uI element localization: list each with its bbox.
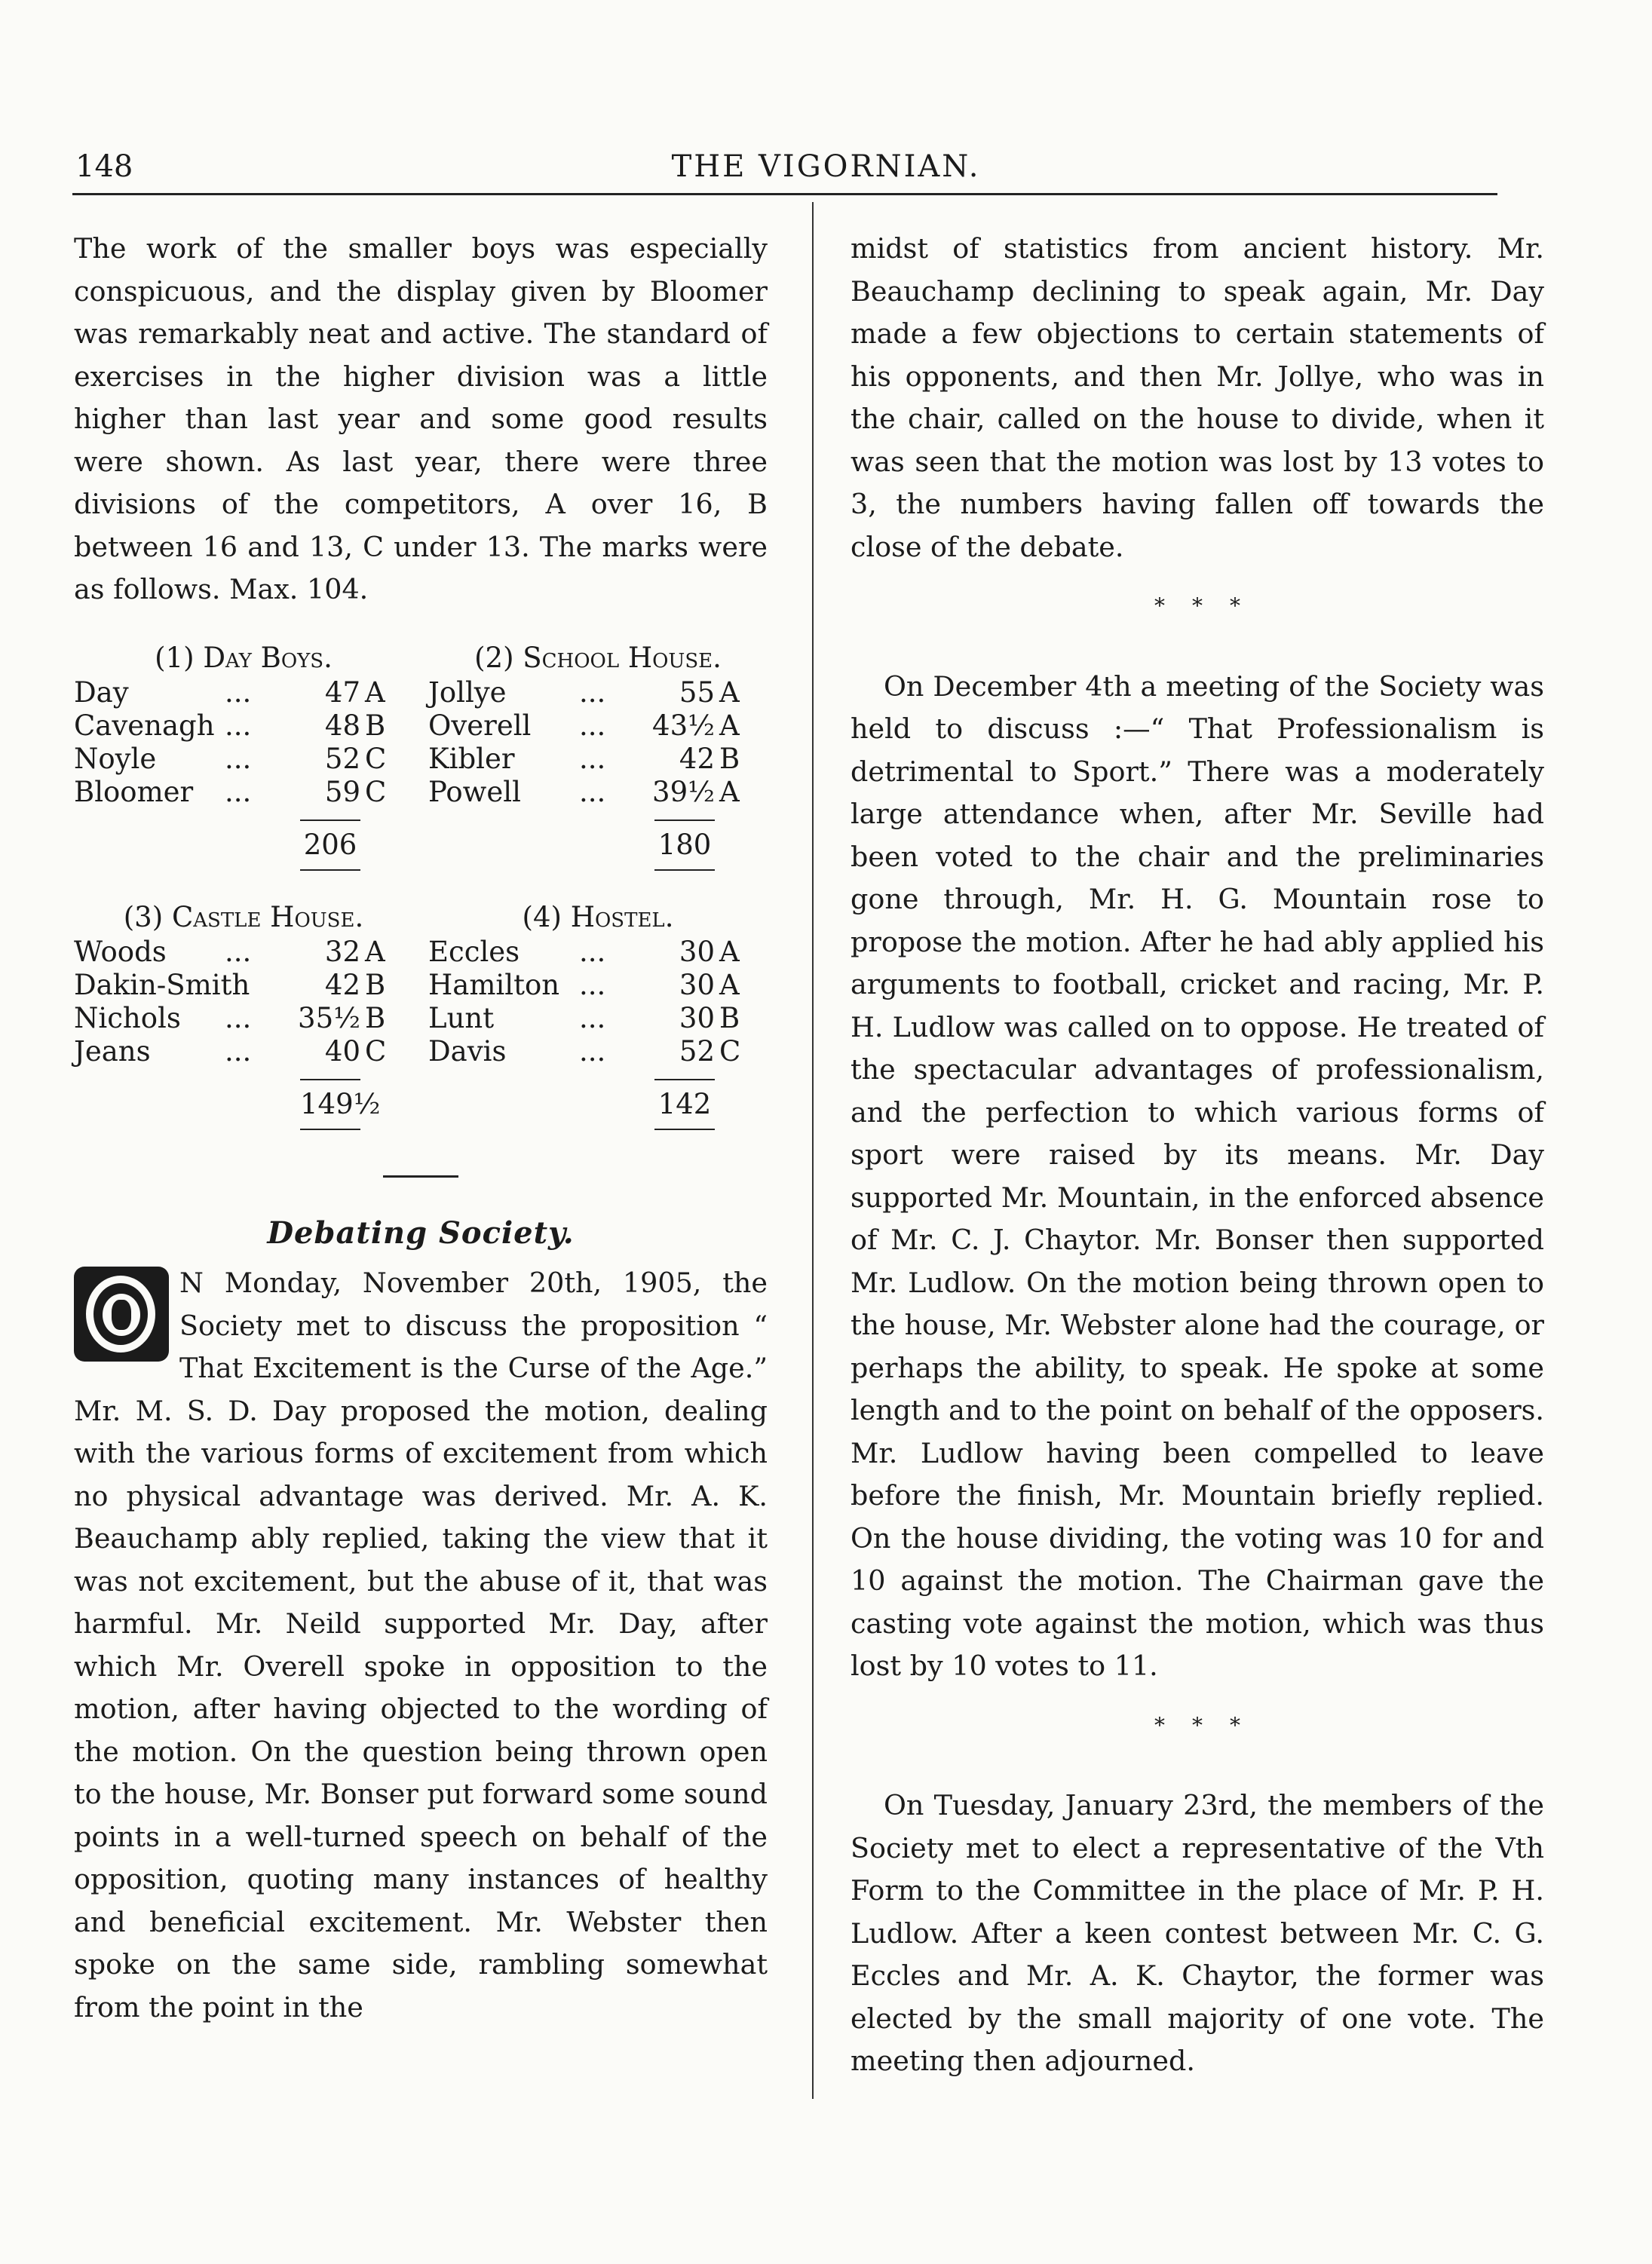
marks-row-1 [74,642,768,871]
column-rule [812,202,814,2099]
debate-continuation: midst of statistics from ancient history. Mr. Beauchamp declining to speak again, Mr. Day made a few objections to certain statements of his opponents, and then Mr. Jollye, who was in the chair, called on the house to divide, when it was seen that the motion was lost by 13 votes to 3, the numbers having fallen off towards the close of the debate. [851,232,1544,563]
group-heading: (2) School House. [474,641,722,674]
marks-row: Woods ... 32 A [74,935,385,968]
marks-row: Overell ... 43½ A [428,709,740,742]
debate-paragraph-3: On Tuesday, January 23rd, the members of the Society met to elect a representative of the Vth Form to the Committee in the place of Mr. P. H. Ludlow. After a keen contest between Mr. C. G. Eccles and Mr. A. K. Chaytor, the former was elected by the small majority of one vote. The meeting then adjourned. [851,1789,1544,2077]
group-total: 142 [428,1079,715,1130]
marks-row: Jeans ... 40 C [74,1034,387,1068]
marks-row: Lunt ... 30 B [428,1001,740,1034]
header-rule [72,193,1497,195]
marks-row: Dakin-Smith 42 B [74,968,386,1001]
debate-paragraph-2: On December 4th a meeting of the Society was held to discuss :—“ That Professionalism is detrimental to Sport.” There was a moderately large attendance when, after Mr. Seville had been voted to the chair and the preliminaries gone through, Mr. H. G. Mountain rose to propose the motion. After he had ably applied his arguments to football, cricket and racing, Mr. P. H. Ludlow was called on to oppose. He treated of the spectacular advantages of professionalism, and the perfection to which various forms of sport were raised by its means. Mr. Day supported Mr. Mountain, in the enforced absence of Mr. C. J. Chaytor. Mr. Bonser then supported Mr. Ludlow. On the motion being thrown open to the house, Mr. Webster alone had the courage, or perhaps the ability, to speak. He spoke at some length and to the point on behalf of the opposers. Mr. Ludlow having been compelled to leave before the finish, Mr. Mountain briefly replied. On the house dividing, the voting was 10 for and 10 against the motion. The Chairman gave the casting vote against the motion, which was thus lost by 10 votes to 11. [851,669,1544,1682]
debate-paragraph-1: N Monday, November 20th, 1905, the Society met to discuss the proposition “ That Excitement is the Curse of the Age.” Mr. M. S. D. Day proposed the motion, dealing with the various forms of excitement from which no physical advantage was derived. Mr. A. K. Beauchamp ably replied, taking the view that it was not excitement, but the abuse of it, that was harmful. Mr. Neild supported Mr. Day, after which Mr. Overell spoke in opposition to the motion, after having objected to the wording of the motion. On the question being thrown open to the house, Mr. Bonser put forward some sound points in a well-turned speech on behalf of the opposition, quoting many instances of healthy and beneficial excitement. Mr. Webster then spoke on the same side, rambling somewhat from the point in the [74,1267,768,2024]
group-heading: (1) Day Boys. [155,641,333,674]
marks-row: Kibler ... 42 B [428,742,740,775]
marks-row: Nichols ... 35½ B [74,1001,386,1034]
marks-row-2 [74,901,768,1130]
gymnastics-intro: The work of the smaller boys was especially conspicuous, and the display given by Bloomer was remarkably neat and active. The standard of exercises in the higher division was a little higher than last year and some good results were shown. As last year, there were three divisions of the competitors, A over 16, B between 16 and 13, C under 13. The marks were as follows. Max. 104. [74,232,768,605]
marks-row: Eccles ... 30 A [428,935,740,968]
marks-group-hostel [428,901,768,1130]
marks-row: Hamilton ... 30 A [428,968,740,1001]
marks-row: Jollye ... 55 A [428,676,740,709]
right-column [851,228,1544,2083]
group-total: 206 [74,820,360,871]
group-heading: (4) Hostel. [522,900,674,933]
marks-row: Powell ... 39½ A [428,775,740,808]
marks-group-day-boys [74,642,413,871]
marks-row: Bloomer ... 59 C [74,775,387,808]
marks-row: Noyle ... 52 C [74,742,387,775]
marks-group-school-house [428,642,768,871]
marks-group-castle-house [74,901,413,1130]
marks-row: Day ... 47 A [74,676,385,709]
marks-row: Cavenagh ... 48 B [74,709,386,742]
group-total: 149½ [74,1079,360,1130]
marks-row: Davis ... 52 C [428,1034,741,1068]
section-divider [383,1175,458,1178]
group-total: 180 [428,820,715,871]
ornamental-dropcap-o [74,1267,169,1362]
page-number: 148 [75,149,133,184]
section-separator: *** [1154,1712,1267,1738]
section-separator: *** [1154,593,1267,618]
left-column [74,228,768,2029]
section-title: Debating Society. [267,1215,575,1251]
group-heading: (3) Castle House. [123,900,364,933]
running-title: THE VIGORNIAN. [671,149,981,184]
